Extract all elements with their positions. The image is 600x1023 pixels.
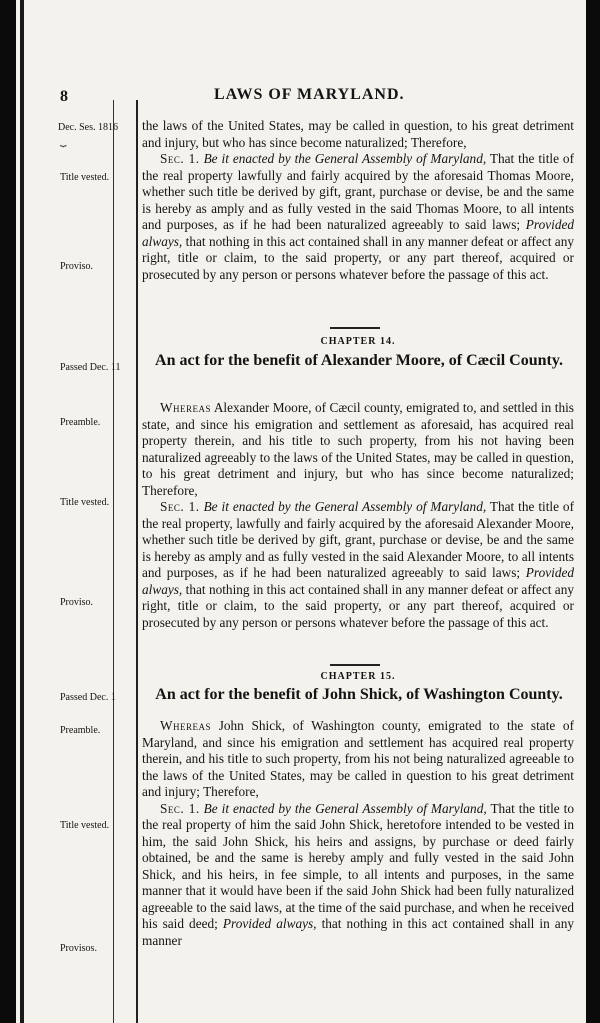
preamble-text: Alexander Moore, of Cæcil county, emigrated to, and settled in this state, and since his emigration and settlement as aforesaid, has acquired real property therein, and his title to such property, from his not having been naturalized agreeably to the laws of the United States, may be called in question, to his great detriment and injury, but who has since become naturalized; Therefore,: [142, 400, 574, 498]
section-paragraph: [142, 151, 574, 283]
page-number: 8: [60, 88, 68, 105]
proviso-text: that nothing in this act contained shall in any manner: [142, 916, 574, 948]
chapter-rule: [330, 327, 380, 329]
chapter-15-label: CHAPTER 15.: [320, 671, 396, 682]
section-label: Sec. 1.: [160, 499, 200, 514]
chapter-rule: [330, 664, 380, 666]
section-text: That the title of the real property, lawfully and fairly acquired by the aforesaid Alexander Moore, whether such title be derived by gift, grant, purchase or devise, be and the same is hereby as amply and as fully vested in the said Alexander Moore, to all intents and purposes, as if he had been naturalized agreeably to said laws;: [142, 499, 574, 580]
margin-note-preamble: Preamble.: [60, 417, 101, 428]
chapter-13-continuation: [142, 118, 574, 283]
margin-note-proviso: Proviso.: [60, 261, 94, 272]
margin-note-title-vested: Title vested.: [60, 497, 110, 508]
margin-note-passed: Passed Dec. 11: [60, 362, 121, 373]
margin-rule-thin: [113, 100, 114, 1023]
preamble-text: John Shick, of Washington county, emigrated to the state of Maryland, and since his emigration and settlement has acquired real property therein, and his title to such property, from his not being naturalized agreeable to the laws of the United States, may be called in question to his great detriment and injury; Therefore,: [142, 718, 574, 799]
section-text: That the title to the real property of him the said John Shick, heretofore intended to be vested in him, the said John Shick, his heirs and assigns, by purchase or deed fairly obtained, be and the same is hereby amply and fully vested in the said John Shick, and his heirs, in fee simple, to all intents and purposes, in the same manner that it would have been if the said John Shick had been fully naturalized agreeable to the said laws, at the time of the said purchase, and when he received his said deed;: [142, 800, 574, 931]
chapter-14-body: [142, 400, 574, 631]
chapter-15-title: An act for the benefit of John Shick, of Washington County.: [155, 686, 563, 703]
preamble-paragraph: [142, 400, 574, 499]
margin-note-title-vested: Title vested.: [60, 820, 110, 831]
margin-note-preamble: Preamble.: [60, 725, 101, 736]
chapter-14-label: CHAPTER 14.: [320, 336, 396, 347]
enacting-clause: Be it enacted by the General Assembly of Maryland,: [203, 800, 487, 816]
paragraph: the laws of the United States, may be called in question, to his great detriment and injury, but who has since become naturalized; Therefore,: [142, 118, 574, 150]
session-note: Dec. Ses. 1816: [58, 122, 118, 133]
proviso-clause: Provided always,: [222, 916, 317, 931]
enacting-clause: Be it enacted by the General Assembly of Maryland,: [203, 499, 487, 514]
scan-edge-left: [0, 0, 16, 1023]
section-paragraph: [142, 499, 574, 631]
margin-rule-thick: [136, 100, 138, 1023]
section-label: Sec. 1.: [160, 800, 200, 816]
margin-note-passed: Passed Dec. 1: [60, 692, 116, 703]
preamble-paragraph: [142, 718, 574, 801]
whereas-word: Whereas: [160, 718, 212, 733]
section-label: Sec. 1.: [160, 151, 200, 166]
proviso-text: that nothing in this act contained shall in any manner defeat or affect any right, title or claim, to the said property, or any part thereof, acquired or prosecuted by any person or persons whatever before the passage of this act.: [142, 233, 574, 282]
margin-note-proviso: Proviso.: [60, 597, 94, 608]
margin-note-title-vested: Title vested.: [60, 172, 110, 183]
section-paragraph: [142, 801, 574, 950]
chapter-15-body: [142, 718, 574, 949]
brace-mark: ⏟: [60, 135, 67, 147]
scan-edge-right: [586, 0, 600, 1023]
whereas-word: Whereas: [160, 400, 212, 415]
running-header: LAWS OF MARYLAND.: [214, 86, 405, 103]
chapter-14-title: An act for the benefit of Alexander Moore, of Cæcil County.: [155, 352, 563, 369]
proviso-clause: Provided always,: [142, 565, 575, 597]
proviso-text: that nothing in this act contained shall in any manner defeat or affect any right, title or claim, to the said property, or any part thereof, acquired or prosecuted by any person or persons whatever before the passage of this act.: [142, 581, 574, 630]
enacting-clause: Be it enacted by the General Assembly of Maryland,: [203, 151, 487, 166]
margin-note-provisos: Provisos.: [60, 943, 97, 954]
scan-edge-left-inner: [20, 0, 24, 1023]
proviso-clause: Provided always,: [142, 217, 575, 249]
section-text: That the title of the real property lawfully and fairly acquired by the aforesaid Thomas Moore, whether such title be derived by gift, grant, purchase or devise, be and the same is hereby as amply and as fully vested in the said Thomas Moore, to all intents and purposes, as if he had been naturalized agreeably to said laws;: [142, 151, 574, 232]
